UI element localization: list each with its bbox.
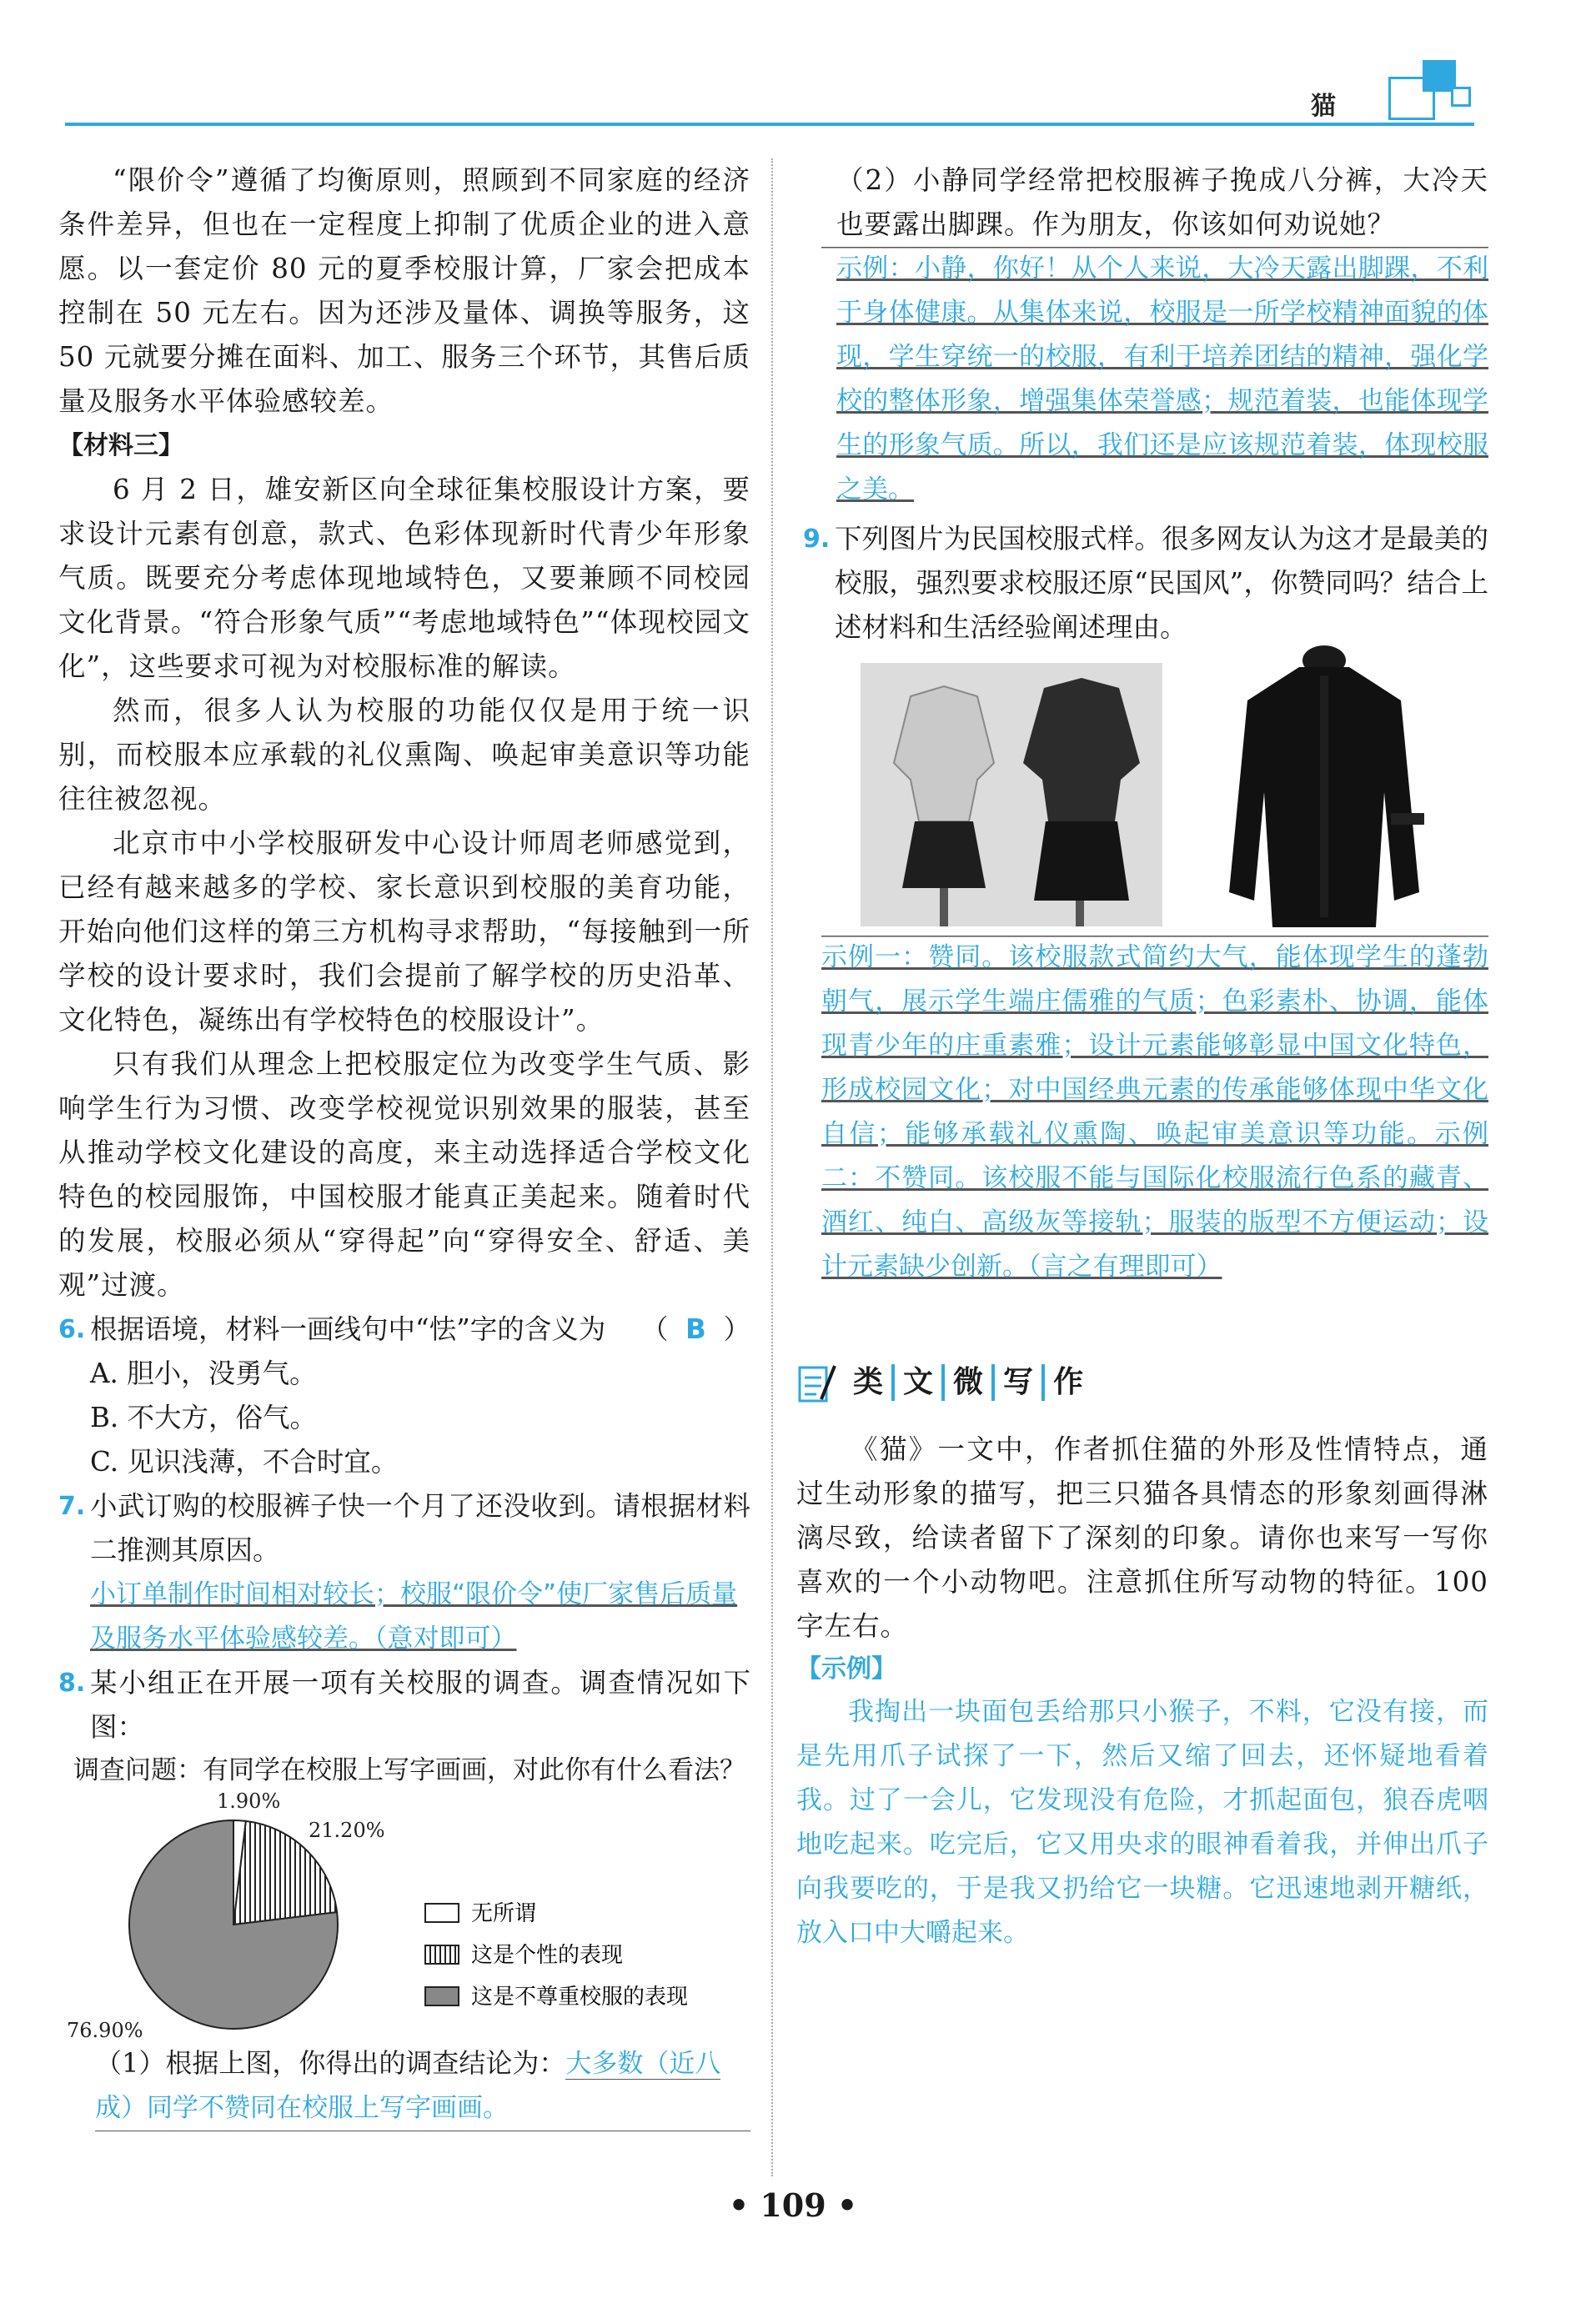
legend-label-disrespect: 这是不尊重校服的表现 [471, 1985, 689, 2010]
material3-paragraph-2: 然而，很多人认为校服的功能仅仅是用于统一识别，而校服本应承载的礼仪熏陶、唤起审美意识等功能往往被忽视。 [58, 695, 750, 815]
question-6-number: 6. [58, 1315, 86, 1344]
chart-legend [425, 1901, 688, 2010]
question-6-option-a: A. 胆小，没勇气。 [90, 1358, 317, 1389]
section-char-1: 类 [845, 1364, 895, 1401]
question-8-sub1 [58, 2041, 750, 2086]
question-8-sub2-text: （2）小静同学经常把校服裤子挽成八分裤，大冷天也要露出脚踝。作为朋友，你该如何劝说她？ [836, 164, 1488, 240]
material2-paragraph: “限价令”遵循了均衡原则，照顾到不同家庭的经济条件差异，但也在一定程度上抑制了优质企业的进入意愿。以一套定价 80 元的夏季校服计算，厂家会把成本控制在 50 元左右。因为还涉及量体、调换等服务，这 50 元就要分摊在面料、加工、服务三个环节，其售后质量及服务水平体验感较差。 [58, 164, 750, 417]
page-header-title: 猫 [1311, 92, 1336, 121]
material3-paragraph-4: 只有我们从理念上把校服定位为改变学生气质、影响学生行为习惯、改变学校视觉识别效果的服装，甚至从推动学校文化建设的高度，来主动选择适合学校文化特色的校园服饰，中国校服才能真正美起来。随着时代的发展，校服必须从“穿得起”向“穿得安全、舒适、美观”过渡。 [58, 1048, 750, 1301]
question-6-option-b: B. 不大方，俗气。 [90, 1402, 318, 1433]
section-char-5: 作 [1053, 1365, 1084, 1399]
question-9-text: 下列图片为民国校服式样。很多网友认为这才是最美的校服，强烈要求校服还原“民国风”，你赞同吗？结合上述材料和生活经验阐述理由。 [835, 523, 1488, 643]
chart-title: 调查问题：有同学在校服上写字画画，对此你有什么看法？ [73, 1755, 745, 1785]
section-char-3: 微 [945, 1364, 995, 1401]
question-6-option-c: C. 见识浅薄，不合时宜。 [90, 1446, 399, 1478]
example-tag: 【示例】 [796, 1654, 896, 1684]
men-uniform-illustration [1201, 642, 1448, 927]
question-6-answer-box [641, 1308, 750, 1352]
answer-paren-open: （ [640, 1313, 669, 1345]
question-7 [58, 1484, 750, 1573]
writing-prompt: 《猫》一文中，作者抓住猫的外形及性情特点，通过生动形象的描写，把三只猫各具情态的形象刻画得淋漓尽致，给读者留下了深刻的印象。请你也来写一写你喜欢的一个小动物吧。注意抓住所写动物的特征。100 字左右。 [796, 1433, 1488, 1642]
micro-writing-block [796, 1428, 1488, 1955]
pie-label-individuality: 21.20% [309, 1819, 385, 1842]
legend-swatch-individuality [425, 1945, 459, 1964]
question-8-sub1-answer-a: 大多数（近八 [565, 2049, 721, 2079]
answer-paren-close: ） [723, 1313, 750, 1345]
pie-label-none: 1.90% [217, 1791, 281, 1813]
question-8-sub2-answer: 示例：小静，你好！从个人来说，大冷天露出脚踝，不利于身体健康。从集体来说，校服是一所学校精神面貌的体现，学生穿统一的校服，有利于培养团结的精神，强化学校的整体形象，增强集体荣誉感；规范着装，也能体现学生的形象气质。所以，我们还是应该规范着装，体现校服之美。 [821, 247, 1488, 512]
question-9-number: 9. [803, 525, 831, 554]
question-9 [803, 517, 1488, 650]
women-uniform-illustration [861, 663, 1162, 926]
micro-writing-section-heading [796, 1358, 1092, 1408]
republic-uniform-photo-men [1201, 642, 1448, 927]
pie-label-disrespect: 76.90% [67, 2019, 143, 2041]
column-divider [771, 158, 773, 2176]
page-number: • 109 • [728, 2186, 858, 2224]
right-column [803, 158, 1488, 650]
question-7-answer: 小订单制作时间相对较长；校服“限价令”使厂家售后质量及服务水平体验感较差。（意对即可） [90, 1579, 738, 1654]
question-9-answer-block [821, 936, 1488, 1289]
question-6-answer: B [685, 1313, 706, 1345]
question-8 [58, 1661, 750, 1749]
question-8-sub1-continued [58, 2086, 750, 2131]
pen-paper-icon [796, 1361, 836, 1404]
question-8-text: 某小组正在开展一项有关校服的调查。调查情况如下图： [90, 1667, 750, 1743]
example-text: 我掏出一块面包丢给那只小猴子，不料，它没有接，而是先用爪子试探了一下，然后又缩了回去，还怀疑地看着我。过了一会儿，它发现没有危险，才抓起面包，狼吞虎咽地吃起来。吃完后，它又用央求的眼神看着我，并伸出爪子向我要吃的，于是我又扔给它一块糖。它迅速地剥开糖纸，放入口中大嚼起来。 [796, 1697, 1488, 1948]
material3-paragraph-3: 北京市中小学校服研发中心设计师周老师感觉到，已经有越来越多的学校、家长意识到校服的美育功能，开始向他们这样的第三方机构寻求帮助，“每接触到一所学校的设计要求时，我们会提前了解学校的历史沿革、文化特色，凝练出有学校特色的校服设计”。 [58, 827, 750, 1036]
question-6-text: 根据语境，材料一画线句中“怯”字的含义为 [90, 1313, 606, 1345]
question-6 [58, 1308, 750, 1352]
section-char-4: 写 [995, 1364, 1045, 1401]
question-7-answer-block [58, 1573, 750, 1661]
question-8-sub1-prefix: （1）根据上图，你得出的调查结论为： [95, 2047, 566, 2079]
survey-pie-chart [58, 1791, 742, 2041]
section-char-2: 文 [895, 1364, 945, 1401]
material3-heading: 【材料三】 [58, 431, 183, 460]
left-column [58, 158, 750, 2131]
question-7-text: 小武订购的校服裤子快一个月了还没收到。请根据材料二推测其原因。 [90, 1490, 750, 1566]
question-8-number: 8. [58, 1669, 86, 1698]
question-9-answer: 示例一：赞同。该校服款式简约大气，能体现学生的蓬勃朝气，展示学生端庄儒雅的气质；色彩素朴、协调，能体现青少年的庄重素雅；设计元素能够彰显中国文化特色，形成校园文化；对中国经典元素的传承能够体现中华文化自信；能够承载礼仪熏陶、唤起审美意识等功能。示例二：不赞同。该校服不能与国际化校服流行色系的藏青、酒红、纯白、高级灰等接轨；服装的版型不方便运动；设计元素缺少创新。（言之有理即可） [821, 936, 1488, 1289]
question-7-number: 7. [58, 1492, 86, 1521]
header-decoration-small-square [1451, 87, 1471, 107]
legend-swatch-disrespect [425, 1987, 459, 2005]
republic-uniform-photo-women [861, 663, 1162, 926]
pie-slices [129, 1820, 338, 2029]
legend-label-individuality: 这是个性的表现 [471, 1943, 624, 1968]
header-rule [65, 123, 1474, 126]
material3-paragraph-1: 6 月 2 日，雄安新区向全球征集校服设计方案，要求设计元素有创意，款式、色彩体现新时代青少年形象气质。既要充分考虑体现地域特色，又要兼顾不同校园文化背景。“符合形象气质”“考虑地域特色”“体现校园文化”，这些要求可视为对校服标准的解读。 [58, 474, 750, 682]
question-8-sub1-answer-b: 成）同学不赞同在校服上写字画画。 [95, 2086, 750, 2131]
legend-label-none: 无所谓 [471, 1901, 537, 1926]
legend-swatch-none [425, 1904, 459, 1922]
